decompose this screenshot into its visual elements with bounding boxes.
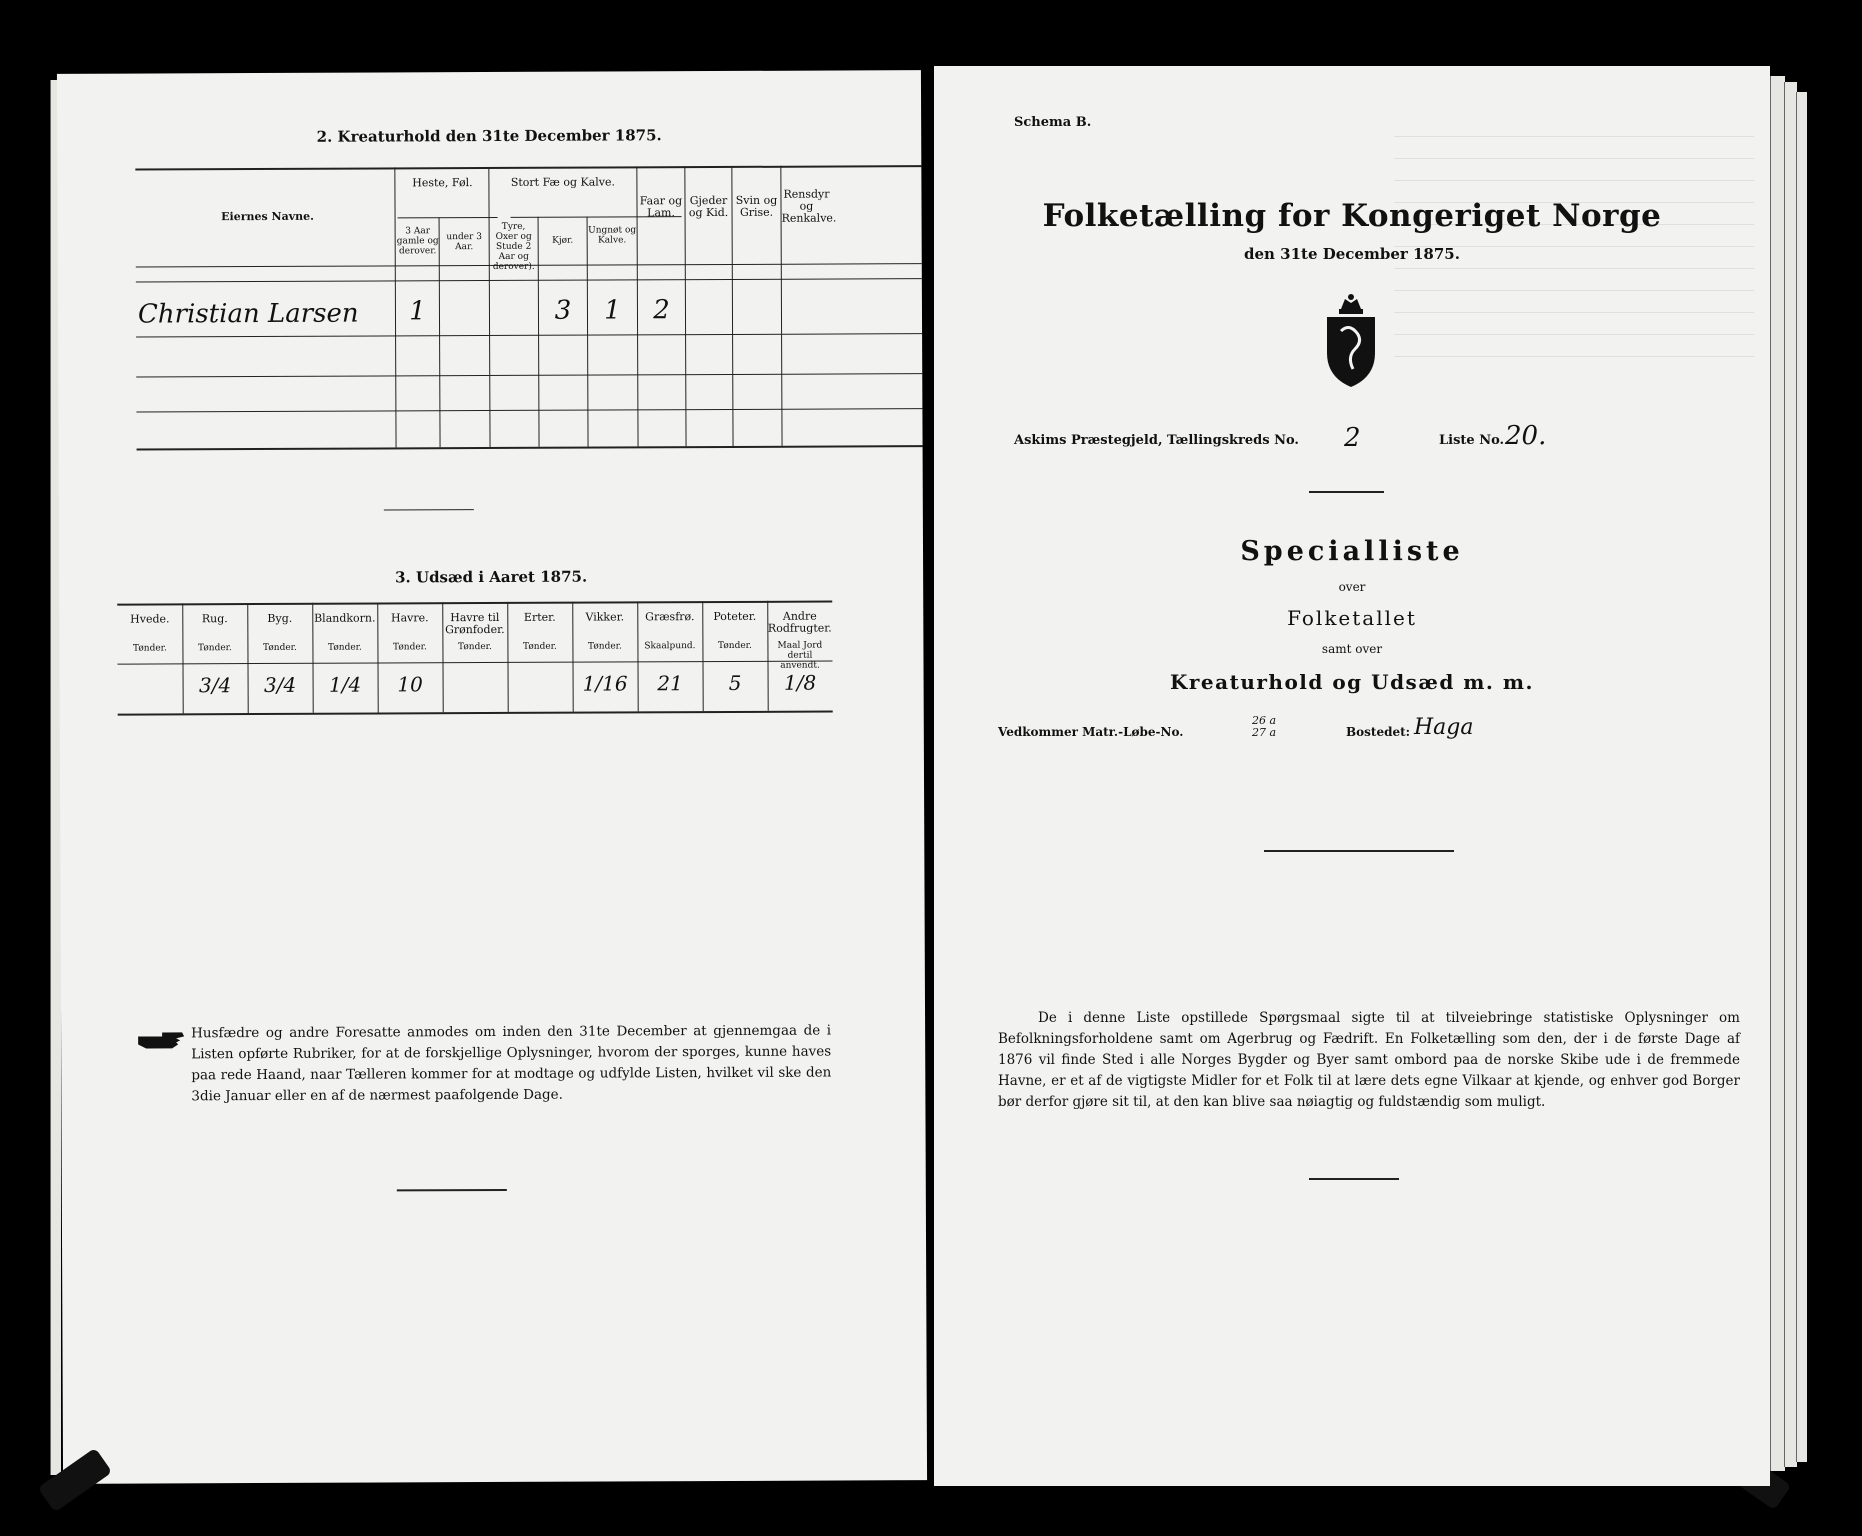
sowing-header: Havre til Grønfoder. (445, 610, 505, 637)
pointing-hand-icon (136, 1028, 186, 1052)
kreds-number: 2 (1344, 423, 1361, 453)
sowing-header: Poteter. (713, 609, 757, 624)
value-ungnot: 1 (604, 295, 621, 326)
sowing-header: Byg. (267, 611, 293, 625)
sowing-value: 21 (657, 671, 683, 696)
header-svin: Svin og Grise. (735, 193, 778, 219)
header-tyre: Tyre, Oxer og Stude 2 Aar og derover). (492, 221, 535, 272)
page-stack-edge (1770, 76, 1785, 1471)
sowing-unit: Skaalpund. (644, 641, 696, 652)
explanation-paragraph: De i denne Liste opstillede Spørgsmaal sigte til at tilveiebringe statistiske Oplysninger om Befolkningsforholdene samt om Agerbrug og Fædrift. En Folketælling som den, der i de første Dage af 1876 vil finde Sted i alle Norges Bygder og Byer samt ombord paa de norske Skibe ude i de fremmede Havne, er et af de vigtigste Midler for et Folk til at lære dets egne Vilkaar at kjende, og enhver god Borger bør derfor gjøre sit til, at den kan blive saa nøiagtig og fuldstændig som muligt. (998, 1010, 1740, 1110)
sowing-unit: Maal Jord dertil anvendt. (777, 640, 823, 671)
prestegjeld-label: Askims Præstegjeld, Tællingskreds No. (1014, 433, 1299, 448)
matr-no-bottom: 27 a (1252, 726, 1277, 739)
kreaturhold-text: Kreaturhold og Udsæd m. m. (1170, 670, 1534, 694)
header-stort: Stort Fæ og Kalve. (510, 175, 616, 189)
sowing-value: 1/16 (582, 671, 628, 696)
section2-title: 2. Kreaturhold den 31te December 1875. (316, 126, 662, 146)
header-faar: Faar og Lam. (639, 194, 683, 220)
sowing-value: 3/4 (263, 672, 297, 697)
sowing-value: 1/4 (328, 672, 362, 697)
matr-label: Vedkommer Matr.-Løbe-No. (998, 725, 1184, 739)
norway-coat-of-arms-icon (1319, 291, 1383, 391)
value-faar: 2 (653, 295, 670, 326)
samt-over-text: samt over (1321, 642, 1383, 656)
sowing-header: Hvede. (130, 612, 170, 626)
divider (1309, 491, 1384, 493)
value-heste-old: 1 (409, 296, 426, 327)
divider (384, 509, 474, 510)
sowing-table (57, 70, 921, 74)
sowing-unit: Tønder. (588, 641, 622, 652)
sowing-value: 5 (728, 670, 742, 695)
divider (1264, 850, 1454, 852)
value-kjor: 3 (554, 295, 572, 326)
sowing-unit: Tønder. (198, 643, 232, 654)
sowing-unit: Tønder. (458, 641, 492, 653)
folketallet-text: Folketallet (1287, 606, 1417, 630)
liste-label: Liste No. (1439, 433, 1505, 448)
matr-no-top: 26 a (1252, 714, 1277, 727)
sowing-header: Rug. (201, 612, 228, 626)
main-date: den 31te December 1875. (1244, 245, 1460, 263)
owner-name: Christian Larsen (137, 298, 359, 330)
over-text: over (1338, 580, 1366, 594)
sowing-header: Blandkorn. (314, 611, 376, 625)
sowing-header: Andre Rodfrugter. (767, 609, 832, 635)
sowing-unit: Tønder. (523, 641, 557, 652)
sowing-unit: Tønder. (328, 642, 362, 653)
header-ungnot: Ungnøt og Kalve. (588, 225, 637, 246)
sowing-header: Erter. (523, 610, 556, 624)
header-heste-old: 3 Aar gamle og derover. (396, 226, 439, 257)
page-stack-edge (1796, 92, 1807, 1462)
sowing-unit: Tønder. (718, 640, 752, 652)
right-page (934, 66, 1770, 1486)
header-rensdyr: Rensdyr og Renkalve. (781, 187, 837, 225)
divider (397, 1189, 507, 1191)
header-heste: Heste, Føl. (412, 176, 473, 190)
notice-text: Husfædre og andre Foresatte anmodes om inden den 31te December at gjennemgaa de i Listen opførte Rubriker, for at de forskjellige Oplysninger, hvorom der sporges, kunne haves paa rede Haand, naar Tælleren kommer for at modtage og udfylde Listen, hvilket vil ske den 3die Januar eller en af de nærmest paafolgende Dage. (191, 1022, 832, 1105)
sowing-value: 1/8 (783, 670, 817, 695)
sowing-unit: Tønder. (263, 642, 297, 653)
liste-number: 20. (1505, 421, 1547, 451)
section3-title: 3. Udsæd i Aaret 1875. (395, 567, 588, 587)
left-page (57, 70, 927, 1484)
sowing-unit: Tønder. (393, 642, 427, 653)
sowing-value: 10 (397, 672, 423, 697)
header-heste-young: under 3 Aar. (446, 232, 482, 253)
specialliste-heading: Specialliste (1240, 536, 1464, 567)
main-title: Folketælling for Kongeriget Norge (1042, 198, 1662, 234)
sowing-unit: Tønder. (133, 643, 167, 654)
header-gjeder: Gjeder og Kid. (688, 193, 729, 220)
bostedet-value: Haga (1414, 715, 1474, 740)
sowing-header: Havre. (390, 611, 429, 625)
header-owner: Eiernes Navne. (221, 209, 314, 224)
sowing-header: Græsfrø. (645, 610, 695, 624)
sowing-header: Vikker. (585, 610, 625, 624)
header-kjor: Kjør. (552, 235, 574, 246)
divider (1309, 1178, 1399, 1180)
sowing-value: 3/4 (198, 673, 232, 698)
bostedet-label: Bostedet: (1346, 725, 1411, 739)
schema-label: Schema B. (1014, 115, 1092, 130)
